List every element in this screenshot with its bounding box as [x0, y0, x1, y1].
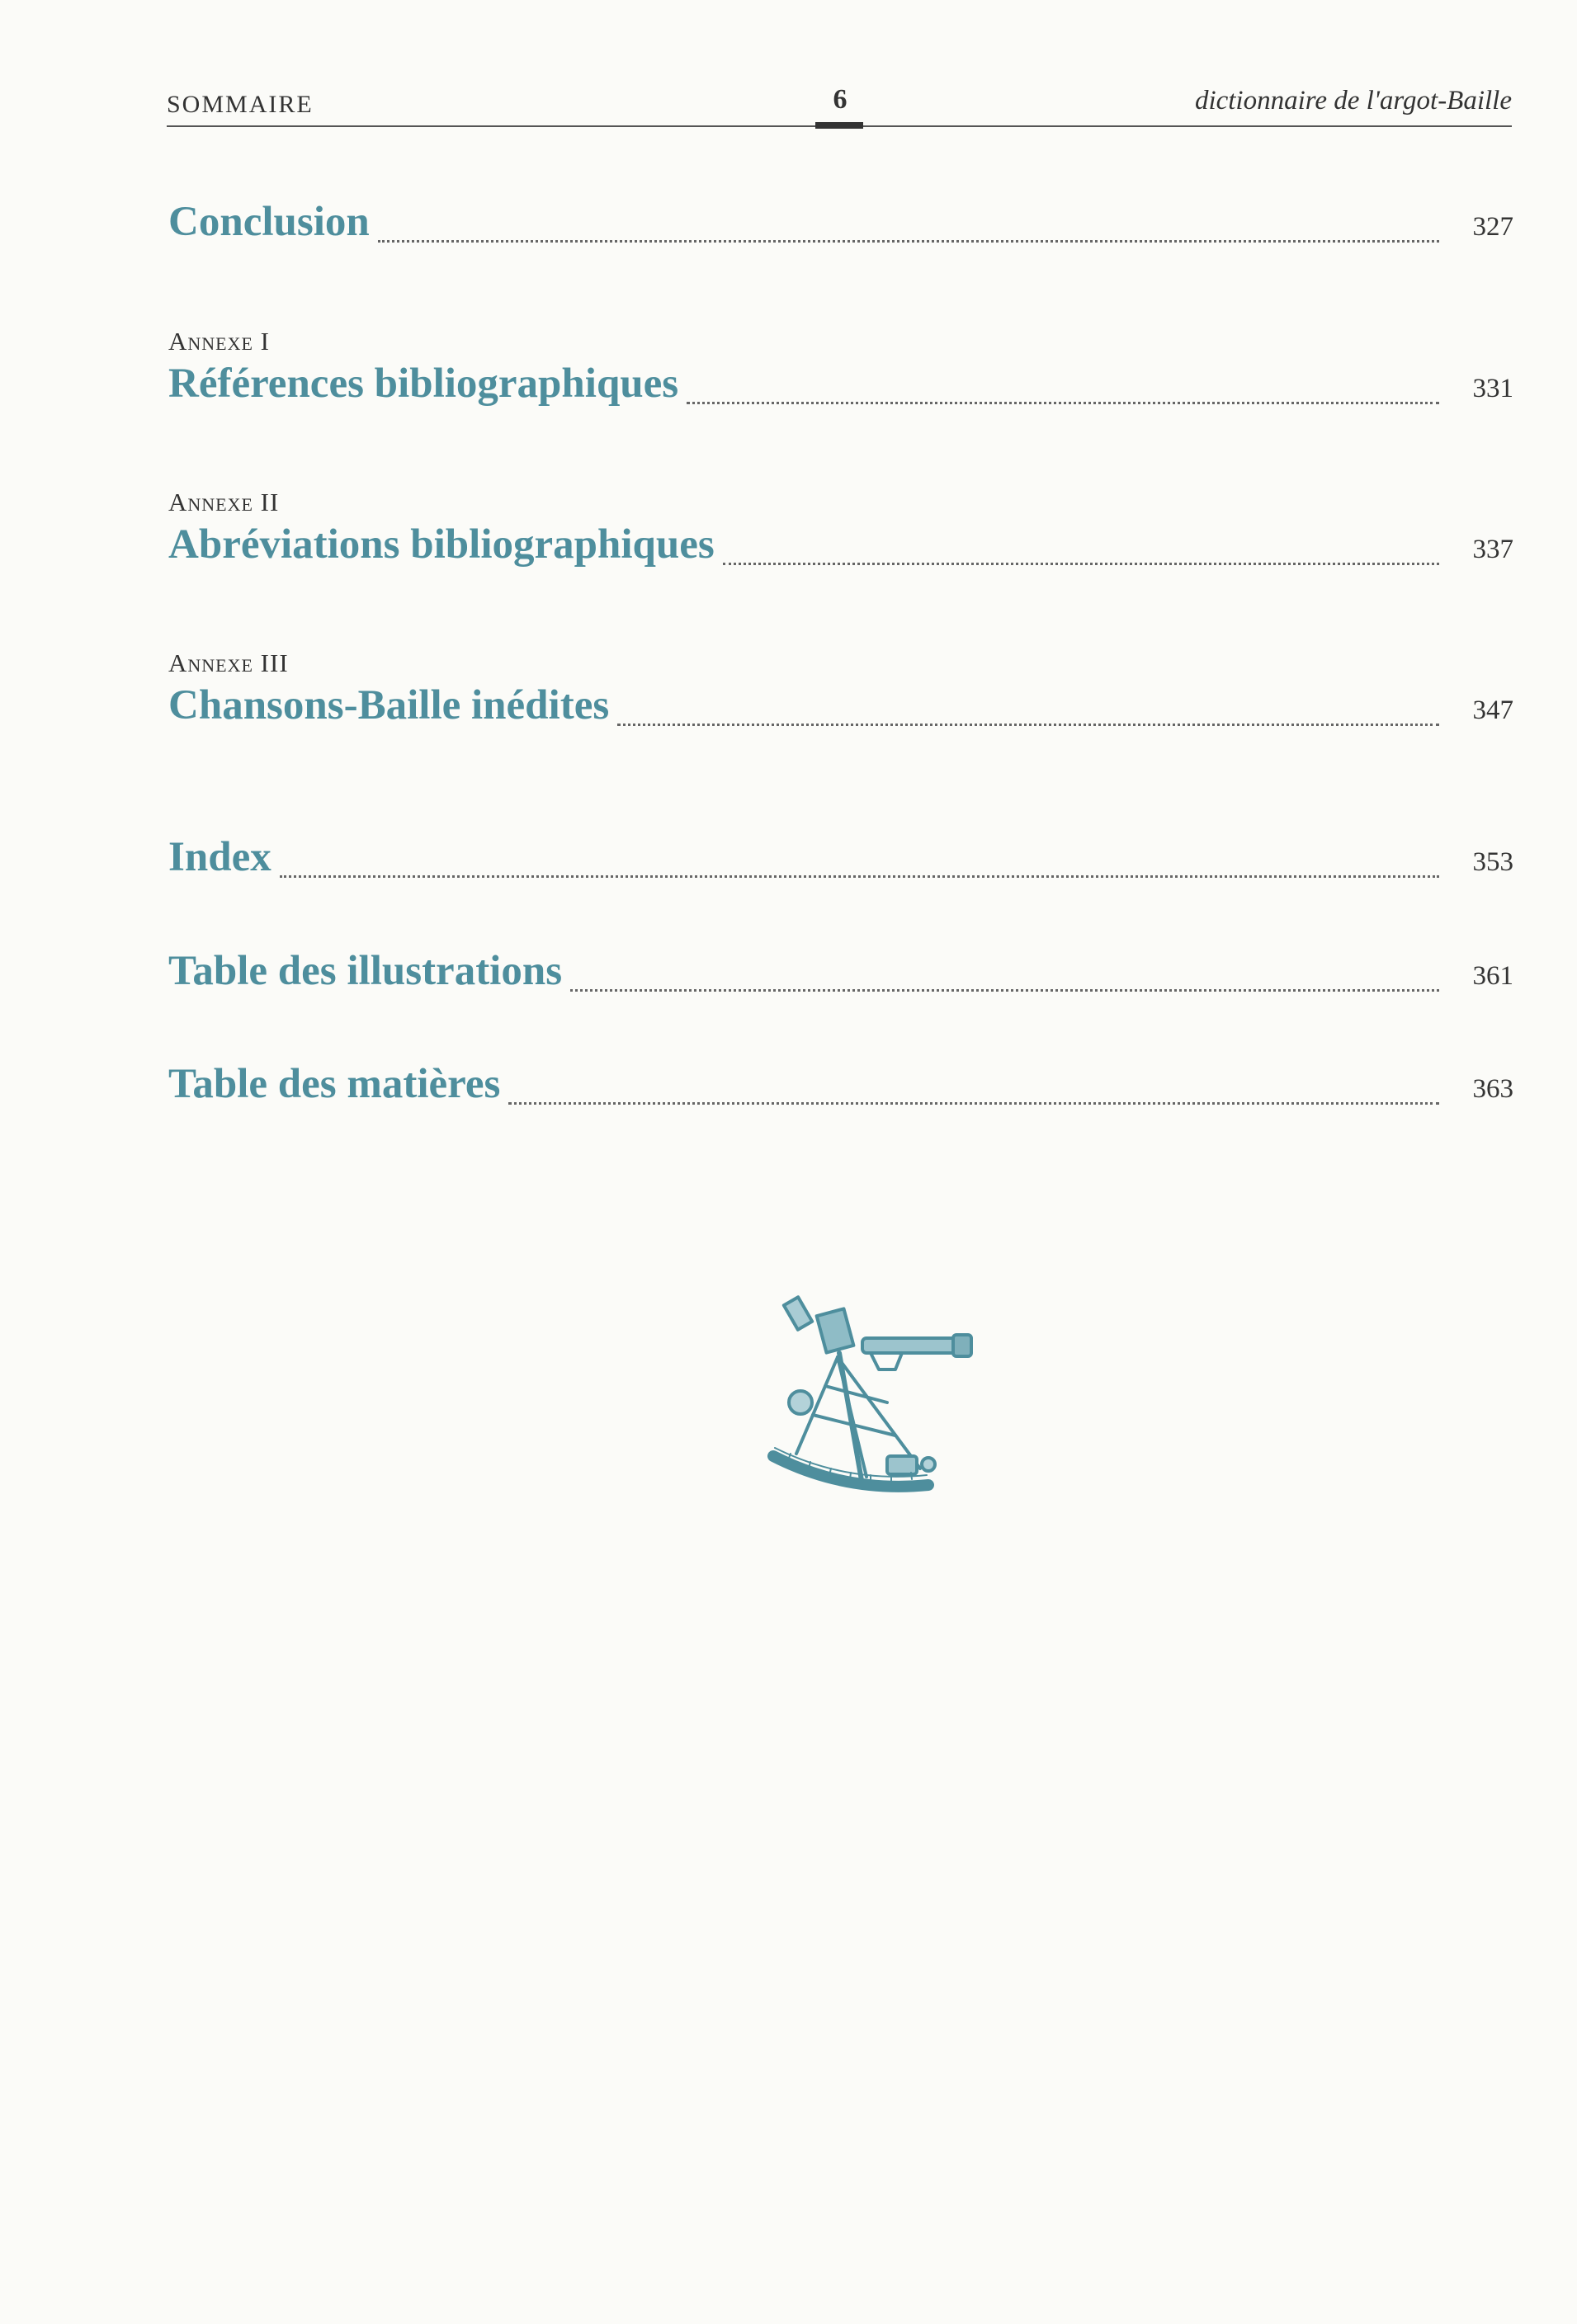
toc-title[interactable]: Conclusion: [168, 199, 370, 245]
toc-page[interactable]: 337: [1472, 535, 1513, 564]
toc-page[interactable]: 363: [1472, 1074, 1513, 1104]
page-number: 6: [833, 84, 848, 115]
annex-label: Annexe III: [168, 648, 289, 677]
toc-title[interactable]: Chansons-Baille inédites: [168, 682, 610, 728]
dot-leader: [723, 563, 1439, 565]
toc-title[interactable]: Table des matières: [168, 1061, 501, 1107]
annex-label: Annexe II: [168, 488, 280, 516]
toc-page[interactable]: 327: [1472, 212, 1513, 242]
toc-title[interactable]: Index: [168, 834, 271, 880]
dot-leader: [687, 402, 1439, 404]
dot-leader: [617, 724, 1439, 726]
toc-title[interactable]: Références bibliographiques: [168, 361, 679, 407]
toc-title[interactable]: Abréviations bibliographiques: [168, 521, 715, 568]
page-number-mark: [815, 122, 863, 129]
section-name: SOMMAIRE: [167, 91, 314, 118]
sextant-icon: [763, 1279, 994, 1510]
toc-page[interactable]: 331: [1472, 374, 1513, 403]
toc-page[interactable]: 347: [1472, 695, 1513, 725]
dot-leader: [280, 875, 1439, 878]
toc-title[interactable]: Table des illustrations: [168, 948, 563, 994]
book-title: dictionnaire de l'argot-Baille: [1194, 86, 1512, 115]
dot-leader: [570, 989, 1439, 992]
dot-leader: [508, 1102, 1439, 1105]
dot-leader: [378, 240, 1439, 243]
toc-page[interactable]: 353: [1472, 847, 1513, 877]
toc-page[interactable]: 361: [1472, 961, 1513, 991]
annex-label: Annexe I: [168, 327, 271, 356]
